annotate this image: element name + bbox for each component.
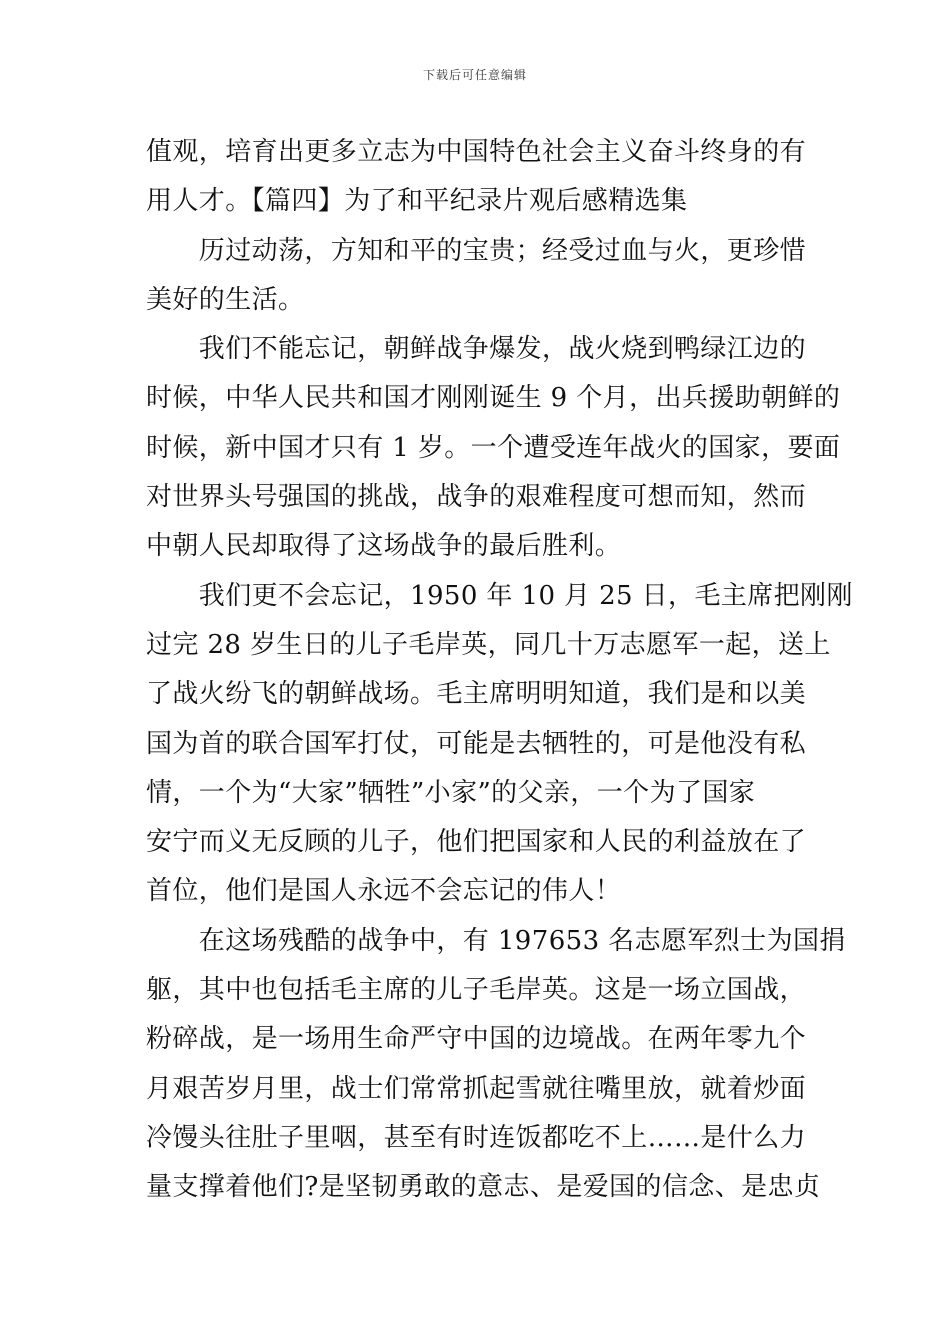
text-line: 历过动荡，方知和平的宝贵；经受过血与火，更珍惜	[146, 235, 807, 266]
document-body	[146, 128, 853, 1213]
text-line: 躯，其中也包括毛主席的儿子毛岸英。这是一场立国战，	[146, 975, 807, 1006]
page-header: 下载后可任意编辑	[422, 68, 527, 82]
text-line: 国为首的联合国军打仗，可能是去牺牲的，可是他没有私	[146, 728, 807, 759]
text-line: 粉碎战，是一场用生命严守中国的边境战。在两年零九个	[146, 1024, 807, 1055]
text-line: 首位，他们是国人永远不会忘记的伟人！	[146, 876, 622, 907]
text-line: 中朝人民却取得了这场战争的最后胜利。	[146, 531, 622, 562]
text-line: 值观，培育出更多立志为中国特色社会主义奋斗终身的有	[146, 137, 807, 167]
text-line: 时候，中华人民共和国才刚刚诞生 9 个月，出兵援助朝鲜的	[146, 383, 841, 414]
text-line: 量支撑着他们?是坚韧勇敢的意志、是爱国的信念、是忠贞	[146, 1172, 821, 1203]
text-line: 冷馒头往肚子里咽，甚至有时连饭都吃不上……是什么力	[146, 1122, 807, 1153]
text-line: 对世界头号强国的挑战，战争的艰难程度可想而知，然而	[146, 482, 807, 513]
text-line: 了战火纷飞的朝鲜战场。毛主席明明知道，我们是和以美	[146, 679, 807, 710]
text-line: 时候，新中国才只有 1 岁。一个遭受连年战火的国家，要面	[146, 432, 841, 463]
text-line: 我们更不会忘记，1950 年 10 月 25 日，毛主席把刚刚	[146, 580, 853, 611]
text-line: 在这场残酷的战争中，有 197653 名志愿军烈士为国捐	[146, 925, 846, 956]
text-line: 安宁而义无反顾的儿子，他们把国家和人民的利益放在了	[146, 827, 807, 858]
text-line: 美好的生活。	[146, 284, 305, 315]
text-line: 月艰苦岁月里，战士们常常抓起雪就往嘴里放，就着炒面	[146, 1073, 807, 1104]
text-line: 我们不能忘记，朝鲜战争爆发，战火烧到鸭绿江边的	[146, 334, 807, 365]
text-line: 用人才。【篇四】为了和平纪录片观后感精选集	[146, 186, 688, 217]
text-line: 过完 28 岁生日的儿子毛岸英，同几十万志愿军一起，送上	[146, 629, 831, 660]
text-line: 情，一个为“大家”牺牲”小家”的父亲，一个为了国家	[146, 777, 756, 808]
